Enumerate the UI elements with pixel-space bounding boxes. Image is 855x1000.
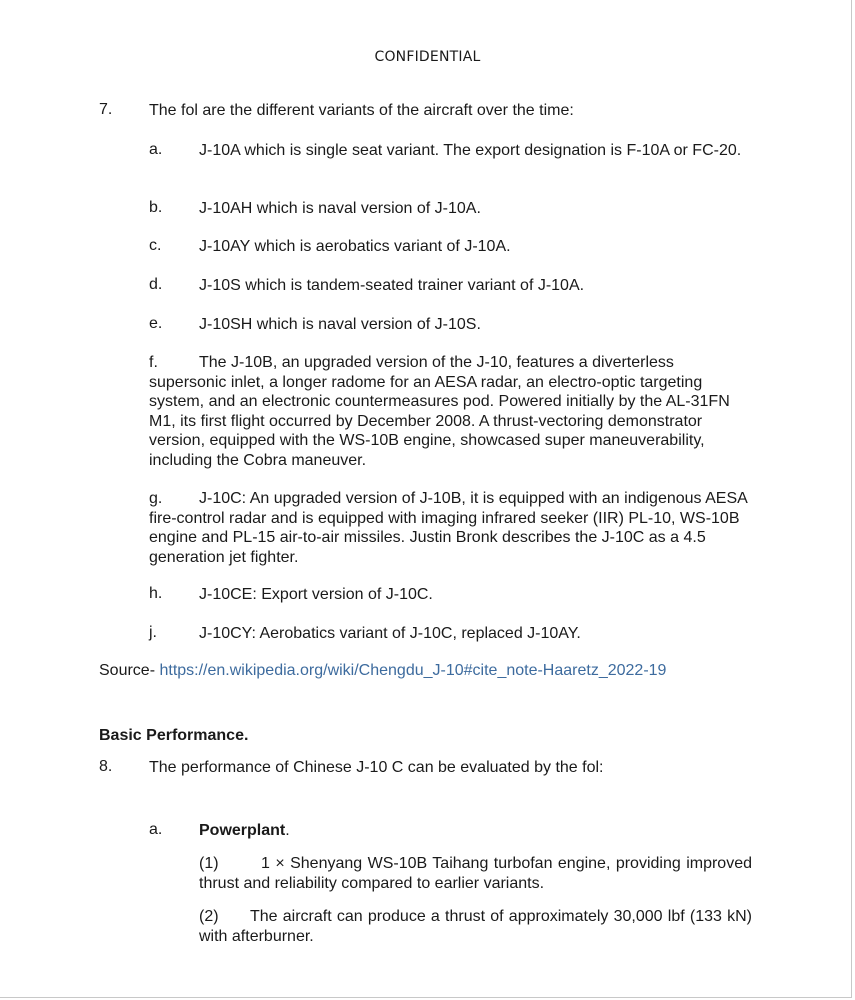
item-f (149, 353, 749, 470)
point-1-text: 1 × Shenyang WS-10B Taihang turbofan engine, providing improved thrust and reliability compared to earlier variants. (199, 855, 752, 892)
item-a-label: a. (149, 141, 163, 158)
item-b-label: b. (149, 199, 163, 216)
classification-header: CONFIDENTIAL (374, 49, 481, 65)
point-1-number: (1) (199, 855, 219, 872)
item-c-label: c. (149, 237, 162, 254)
item-g (149, 489, 751, 567)
item-h-text: J-10CE: Export version of J-10C. (199, 586, 433, 603)
section-heading: Basic Performance. (99, 727, 249, 744)
item-g-text: J-10C: An upgraded version of J-10B, it is equipped with an indigenous AESA fire-control radar and is equipped with imaging infrared seeker (IIR) PL-10, WS-10B engine and PL-15 air-to-air missiles. Justin Bronk describes the J-10C as a 4.5 generation jet fighter. (149, 490, 747, 566)
powerplant-label: a. (149, 821, 163, 838)
para-7-intro: The fol are the different variants of the aircraft over the time: (149, 102, 574, 119)
powerplant-title: Powerplant (199, 822, 286, 839)
powerplant-point-1 (199, 854, 752, 893)
point-2-number: (2) (199, 908, 219, 925)
item-j-label: j. (149, 624, 157, 641)
powerplant-point-2 (199, 907, 752, 946)
item-g-label: g. (149, 490, 163, 507)
powerplant-heading (199, 821, 759, 841)
item-j-text: J-10CY: Aerobatics variant of J-10C, replaced J-10AY. (199, 625, 581, 642)
powerplant-title-suffix: . (285, 822, 290, 839)
source-link[interactable]: https://en.wikipedia.org/wiki/Chengdu_J-10#cite_note-Haaretz_2022-19 (159, 662, 667, 679)
item-h-label: h. (149, 585, 163, 602)
item-e-text: J-10SH which is naval version of J-10S. (199, 316, 481, 333)
source-line (99, 661, 799, 681)
para-8-number: 8. (99, 758, 113, 775)
item-d-text: J-10S which is tandem-seated trainer variant of J-10A. (199, 277, 585, 294)
item-c-text: J-10AY which is aerobatics variant of J-10A. (199, 238, 511, 255)
point-2-text: The aircraft can produce a thrust of approximately 30,000 lbf (133 kN) with afterburner. (199, 908, 752, 945)
source-prefix: Source- (99, 662, 160, 679)
para-8-intro: The performance of Chinese J-10 C can be evaluated by the fol: (149, 759, 604, 776)
item-e-label: e. (149, 315, 163, 332)
item-f-label: f. (149, 354, 158, 371)
item-a-text: J-10A which is single seat variant. The export designation is F-10A or FC-20. (199, 142, 742, 159)
para-7-number: 7. (99, 101, 113, 118)
item-b-text: J-10AH which is naval version of J-10A. (199, 200, 481, 217)
item-d-label: d. (149, 276, 163, 293)
item-f-text: The J-10B, an upgraded version of the J-10, features a diverterless supersonic inlet, a longer radome for an AESA radar, an electro-optic targeting system, and an electronic countermeasures pod. Powered initially by the AL-31FN M1, its first flight occurred by December 2008. A thrust-vectoring demonstrator version, equipped with the WS-10B engine, showcased super maneuverability, including the Cobra maneuver. (149, 354, 730, 469)
